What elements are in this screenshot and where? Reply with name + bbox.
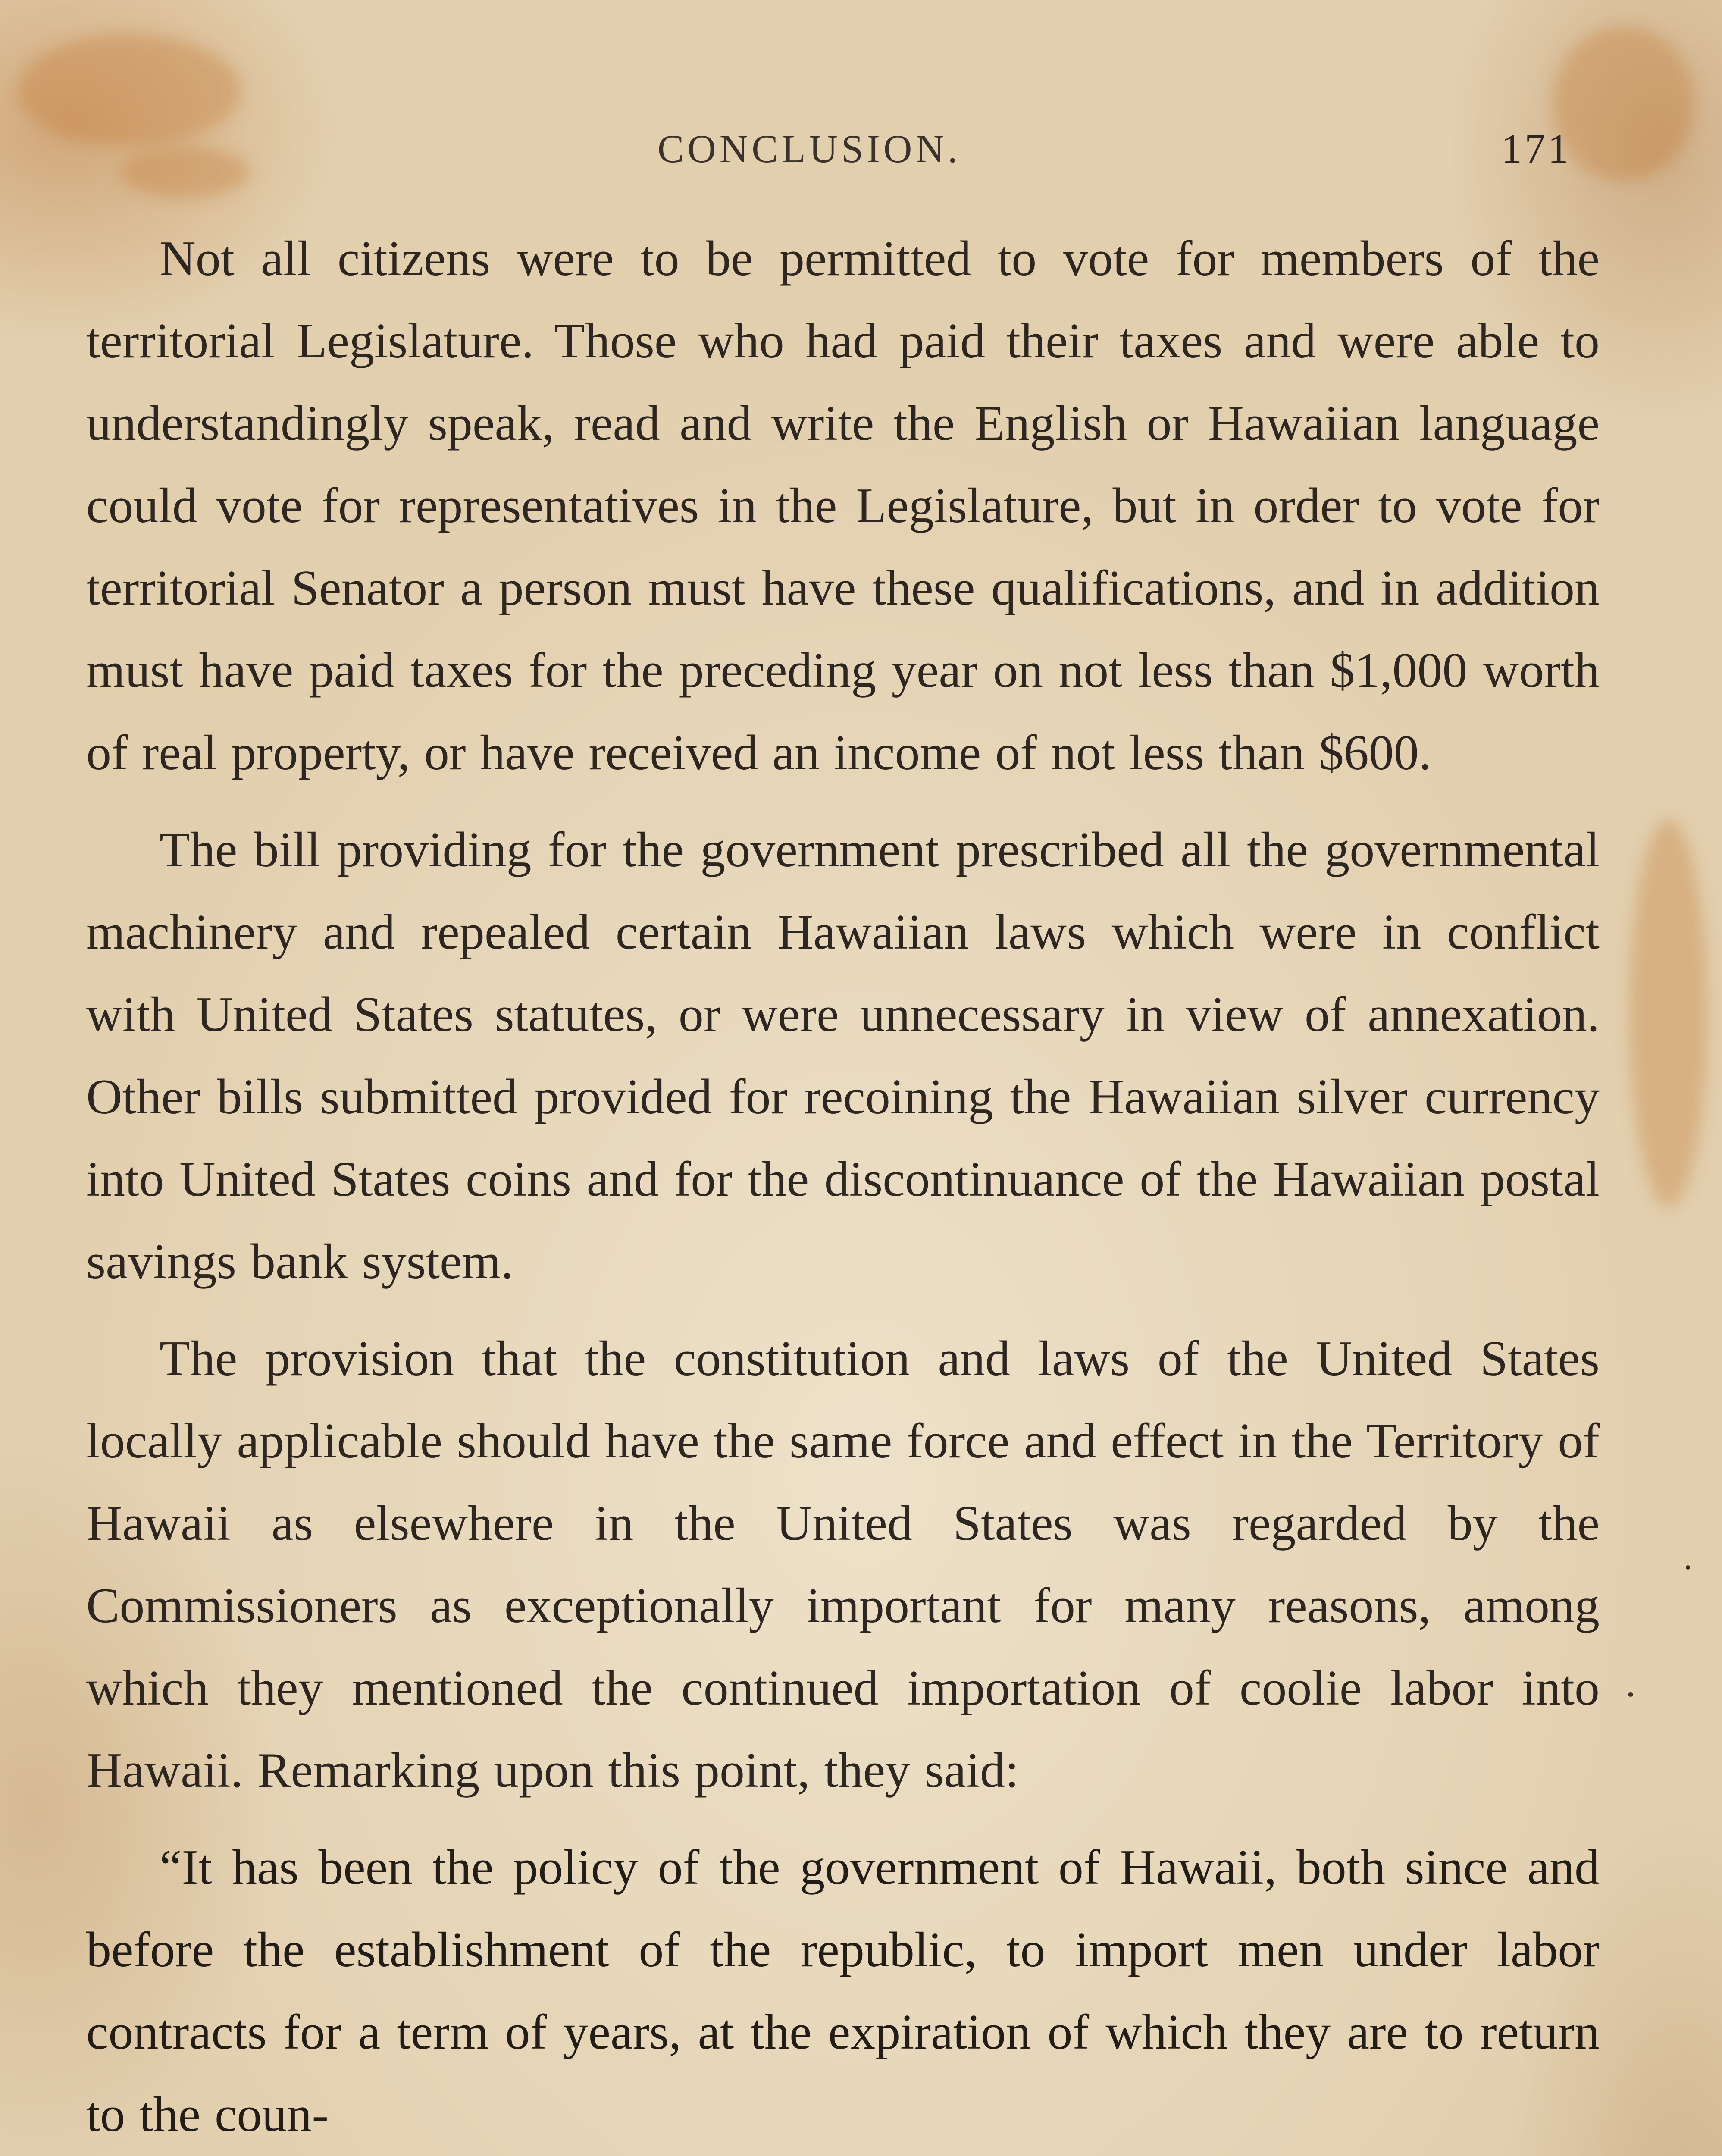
body-text [86, 218, 1600, 2156]
running-head [0, 125, 1722, 172]
page-number: 171 [1501, 125, 1571, 172]
paragraph: The bill providing for the government prescribed all the governmental machinery and repealed certain Hawaiian laws which were in conflict with United States statutes, or were unnecessary in view of annexation. Other bills submitted provided for recoining the Hawaiian silver currency into United States coins and for the discontinuance of the Hawaiian postal savings bank system. [86, 822, 1600, 1289]
ink-speck [1628, 1692, 1633, 1697]
ink-speck [1686, 1565, 1690, 1570]
age-stain [1630, 819, 1707, 1207]
paragraph: The provision that the constitution and laws of the United States locally applicable should have the same force and effect in the Territory of Hawaii as elsewhere in the United States was regarded by the Commissioners as exceptionally important for many reasons, among which they mentioned the continued importation of coolie labor into Hawaii. Remarking upon this point, they said: [86, 1331, 1600, 1798]
paragraph: Not all citizens were to be permitted to vote for members of the territorial Legislature. Those who had paid their taxes and were able to understandingly speak, read and write the English or Hawaiian language could vote for representatives in the Legislature, but in order to vote for territorial Senator a person must have these qualifications, and in addition must have paid taxes for the preceding year on not less than $1,000 worth of real property, or have received an income of not less than $600. [86, 231, 1600, 780]
chapter-title: CONCLUSION. [657, 127, 961, 171]
quoted-paragraph: “It has been the policy of the government of Hawaii, both since and before the establishment of the republic, to import men under labor contracts for a term of years, at the expiration of which they are to return to the coun- [86, 1840, 1600, 2142]
